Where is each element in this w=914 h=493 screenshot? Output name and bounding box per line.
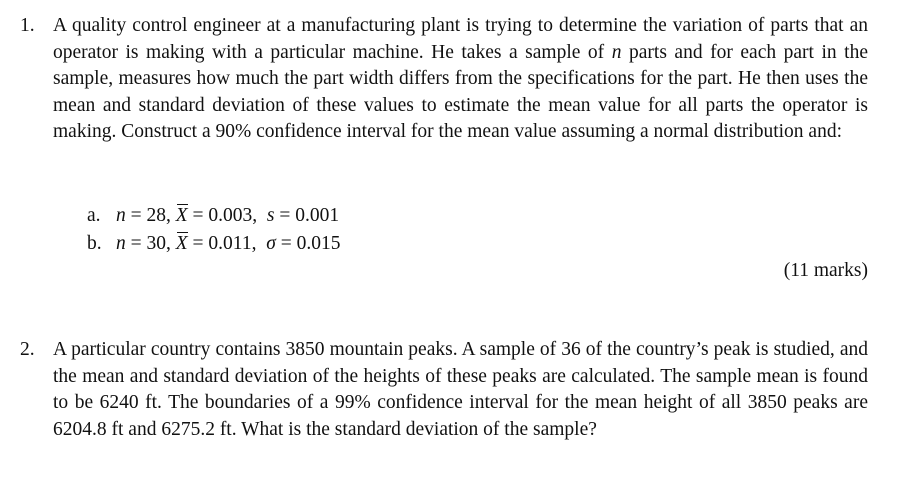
xbar-symbol: X: [176, 230, 188, 258]
question-1-text: [53, 13, 868, 146]
spread-value: 0.001: [295, 205, 340, 226]
xbar-symbol: X: [176, 202, 188, 230]
part-a-values: n = 28, X = 0.003, s = 0.001: [116, 202, 339, 230]
question-1-body: A quality control engineer at a manufacturing plant is trying to determine the variation of parts that an operator is making with a particular machine. He takes a sample of n parts and for each part in the sample, measures how much the part width differs from the specifications for the part. He then uses the mean and standard deviation of these values to estimate the mean value for all parts the operator is making. Construct a 90% confidence interval for the mean value assuming a normal distribution and:: [53, 15, 868, 143]
question-number: 1.: [20, 15, 35, 36]
part-letter: b.: [87, 233, 102, 254]
part-letter: a.: [87, 205, 101, 226]
question-number: 2.: [20, 339, 35, 360]
spread-value: 0.015: [296, 233, 341, 254]
sample-size: 30: [146, 233, 166, 254]
part-a: [87, 202, 340, 230]
marks-label: (11 marks): [783, 260, 868, 281]
sample-size: 28: [146, 205, 166, 226]
spread-symbol: s: [266, 205, 275, 226]
sample-mean: 0.011: [208, 233, 252, 254]
part-b: [87, 230, 340, 258]
spread-symbol: σ: [266, 233, 276, 254]
question-2-text: A particular country contains 3850 mountain peaks. A sample of 36 of the country’s peak is studied, and the mean and standard deviation of the heights of these peaks are calculated. The sample mean is found to be 6240 ft. The boundaries of a 99% confidence interval for the mean height of all 3850 peaks are 6204.8 ft and 6275.2 ft. What is the standard deviation of the sample?: [53, 339, 868, 440]
variable-n: n: [611, 41, 622, 63]
part-b-values: n = 30, X = 0.011, σ = 0.015: [116, 230, 340, 258]
sample-mean: 0.003: [208, 205, 253, 226]
question-1-parts: [87, 202, 340, 258]
